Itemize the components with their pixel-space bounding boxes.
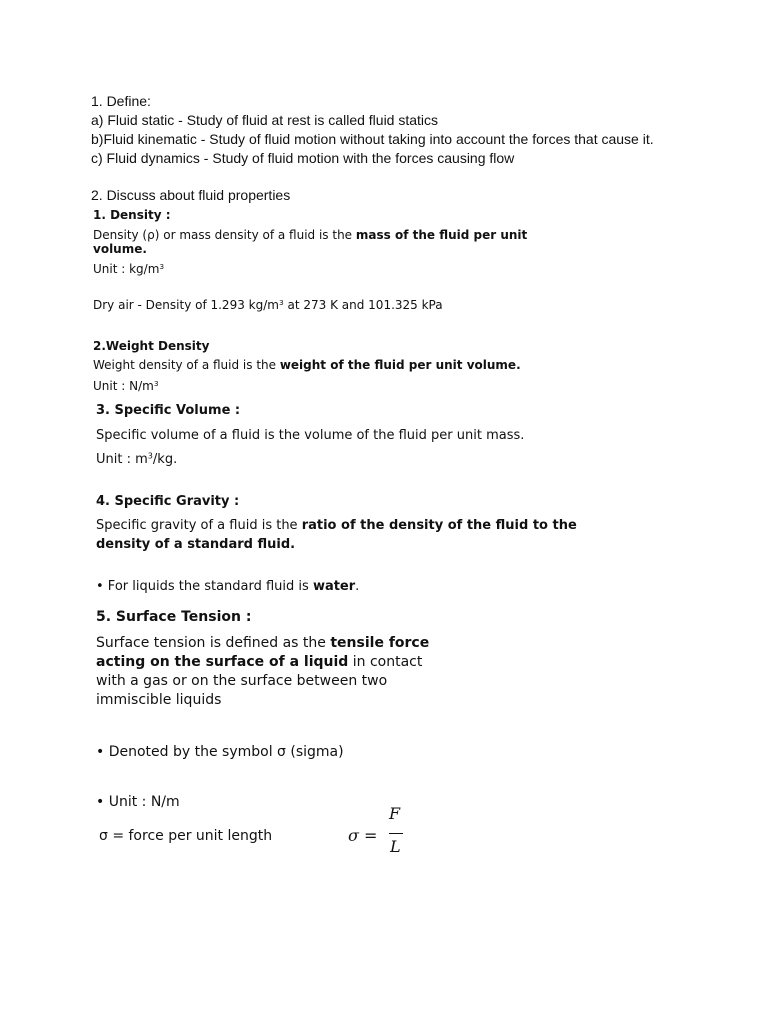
surface-tension-line-4: immiscible liquids (96, 692, 222, 708)
surface-tension-line-1-text: Surface tension is defined as the (96, 635, 331, 651)
specific-volume-unit-post: /kg. (152, 452, 178, 467)
specific-gravity-bullet-end: . (355, 579, 360, 594)
specific-gravity-heading: 4. Specific Gravity : (96, 494, 240, 509)
weight-density-heading: 2.Weight Density (93, 339, 210, 353)
q2-title: 2. Discuss about fluid properties (91, 187, 291, 203)
surface-tension-heading: 5. Surface Tension : (96, 609, 252, 625)
density-definition (93, 229, 527, 243)
q1-title: 1. Define: (91, 93, 151, 109)
specific-gravity-bullet (96, 580, 359, 595)
density-example-sup: 3 (278, 297, 284, 307)
weight-density-def-bold: weight of the fluid per unit volume. (279, 358, 521, 372)
specific-gravity-bullet-text: • For liquids the standard fluid is (96, 579, 313, 594)
specific-gravity-definition (96, 519, 577, 534)
density-def-bold-cont: volume. (93, 242, 147, 256)
weight-density-unit-text: Unit : N/m (93, 379, 154, 393)
density-example (93, 299, 443, 313)
density-heading: 1. Density : (93, 208, 171, 222)
density-def-bold: mass of the fluid per unit (355, 228, 528, 242)
specific-gravity-def-text: Specific gravity of a fluid is the (96, 518, 302, 533)
surface-tension-line-2-text: in contact (348, 654, 423, 670)
formula-fraction-bar (389, 833, 403, 834)
specific-volume-heading: 3. Specific Volume : (96, 403, 241, 418)
specific-volume-unit (96, 453, 177, 468)
density-unit-sup: 3 (159, 261, 165, 271)
density-example-post: at 273 K and 101.325 kPa (283, 298, 443, 312)
specific-volume-unit-sup: 3 (147, 451, 153, 461)
sigma-definition: σ = force per unit length (99, 828, 273, 844)
weight-density-unit (93, 380, 159, 394)
q1-item-b: b)Fluid kinematic - Study of fluid motion without taking into account the forces that cause it. (91, 131, 654, 147)
specific-volume-unit-pre: Unit : m (96, 452, 148, 467)
specific-gravity-bullet-bold: water (312, 579, 356, 594)
specific-volume-definition: Specific volume of a fluid is the volume of the fluid per unit mass. (96, 428, 525, 443)
weight-density-def-text: Weight density of a fluid is the (93, 358, 280, 372)
formula-numerator: F (389, 804, 401, 823)
formula-denominator: L (390, 837, 401, 856)
surface-tension-line-1-bold: tensile force (330, 635, 430, 651)
surface-tension-symbol-bullet: • Denoted by the symbol σ (sigma) (96, 744, 344, 760)
formula-lhs: σ = (348, 826, 378, 845)
q1-item-a: a) Fluid static - Study of fluid at rest is called fluid statics (91, 112, 439, 128)
surface-tension-unit-bullet: • Unit : N/m (96, 794, 180, 810)
weight-density-definition (93, 359, 521, 373)
density-example-pre: Dry air - Density of 1.293 kg/m (93, 298, 279, 312)
specific-gravity-def-bold-cont: density of a standard fluid. (96, 537, 296, 552)
surface-tension-line-2-bold: acting on the surface of a liquid (96, 654, 349, 670)
surface-tension-line-2 (96, 654, 422, 670)
q1-item-c: c) Fluid dynamics - Study of fluid motion with the forces causing flow (91, 150, 515, 166)
density-unit-text: Unit : kg/m (93, 262, 160, 276)
density-unit (93, 263, 164, 277)
surface-tension-line-1 (96, 635, 429, 651)
weight-density-unit-sup: 3 (153, 378, 159, 388)
density-def-text: Density (ρ) or mass density of a fluid is the (93, 228, 356, 242)
specific-gravity-def-bold: ratio of the density of the fluid to the (301, 518, 577, 533)
surface-tension-line-3: with a gas or on the surface between two (96, 673, 388, 689)
